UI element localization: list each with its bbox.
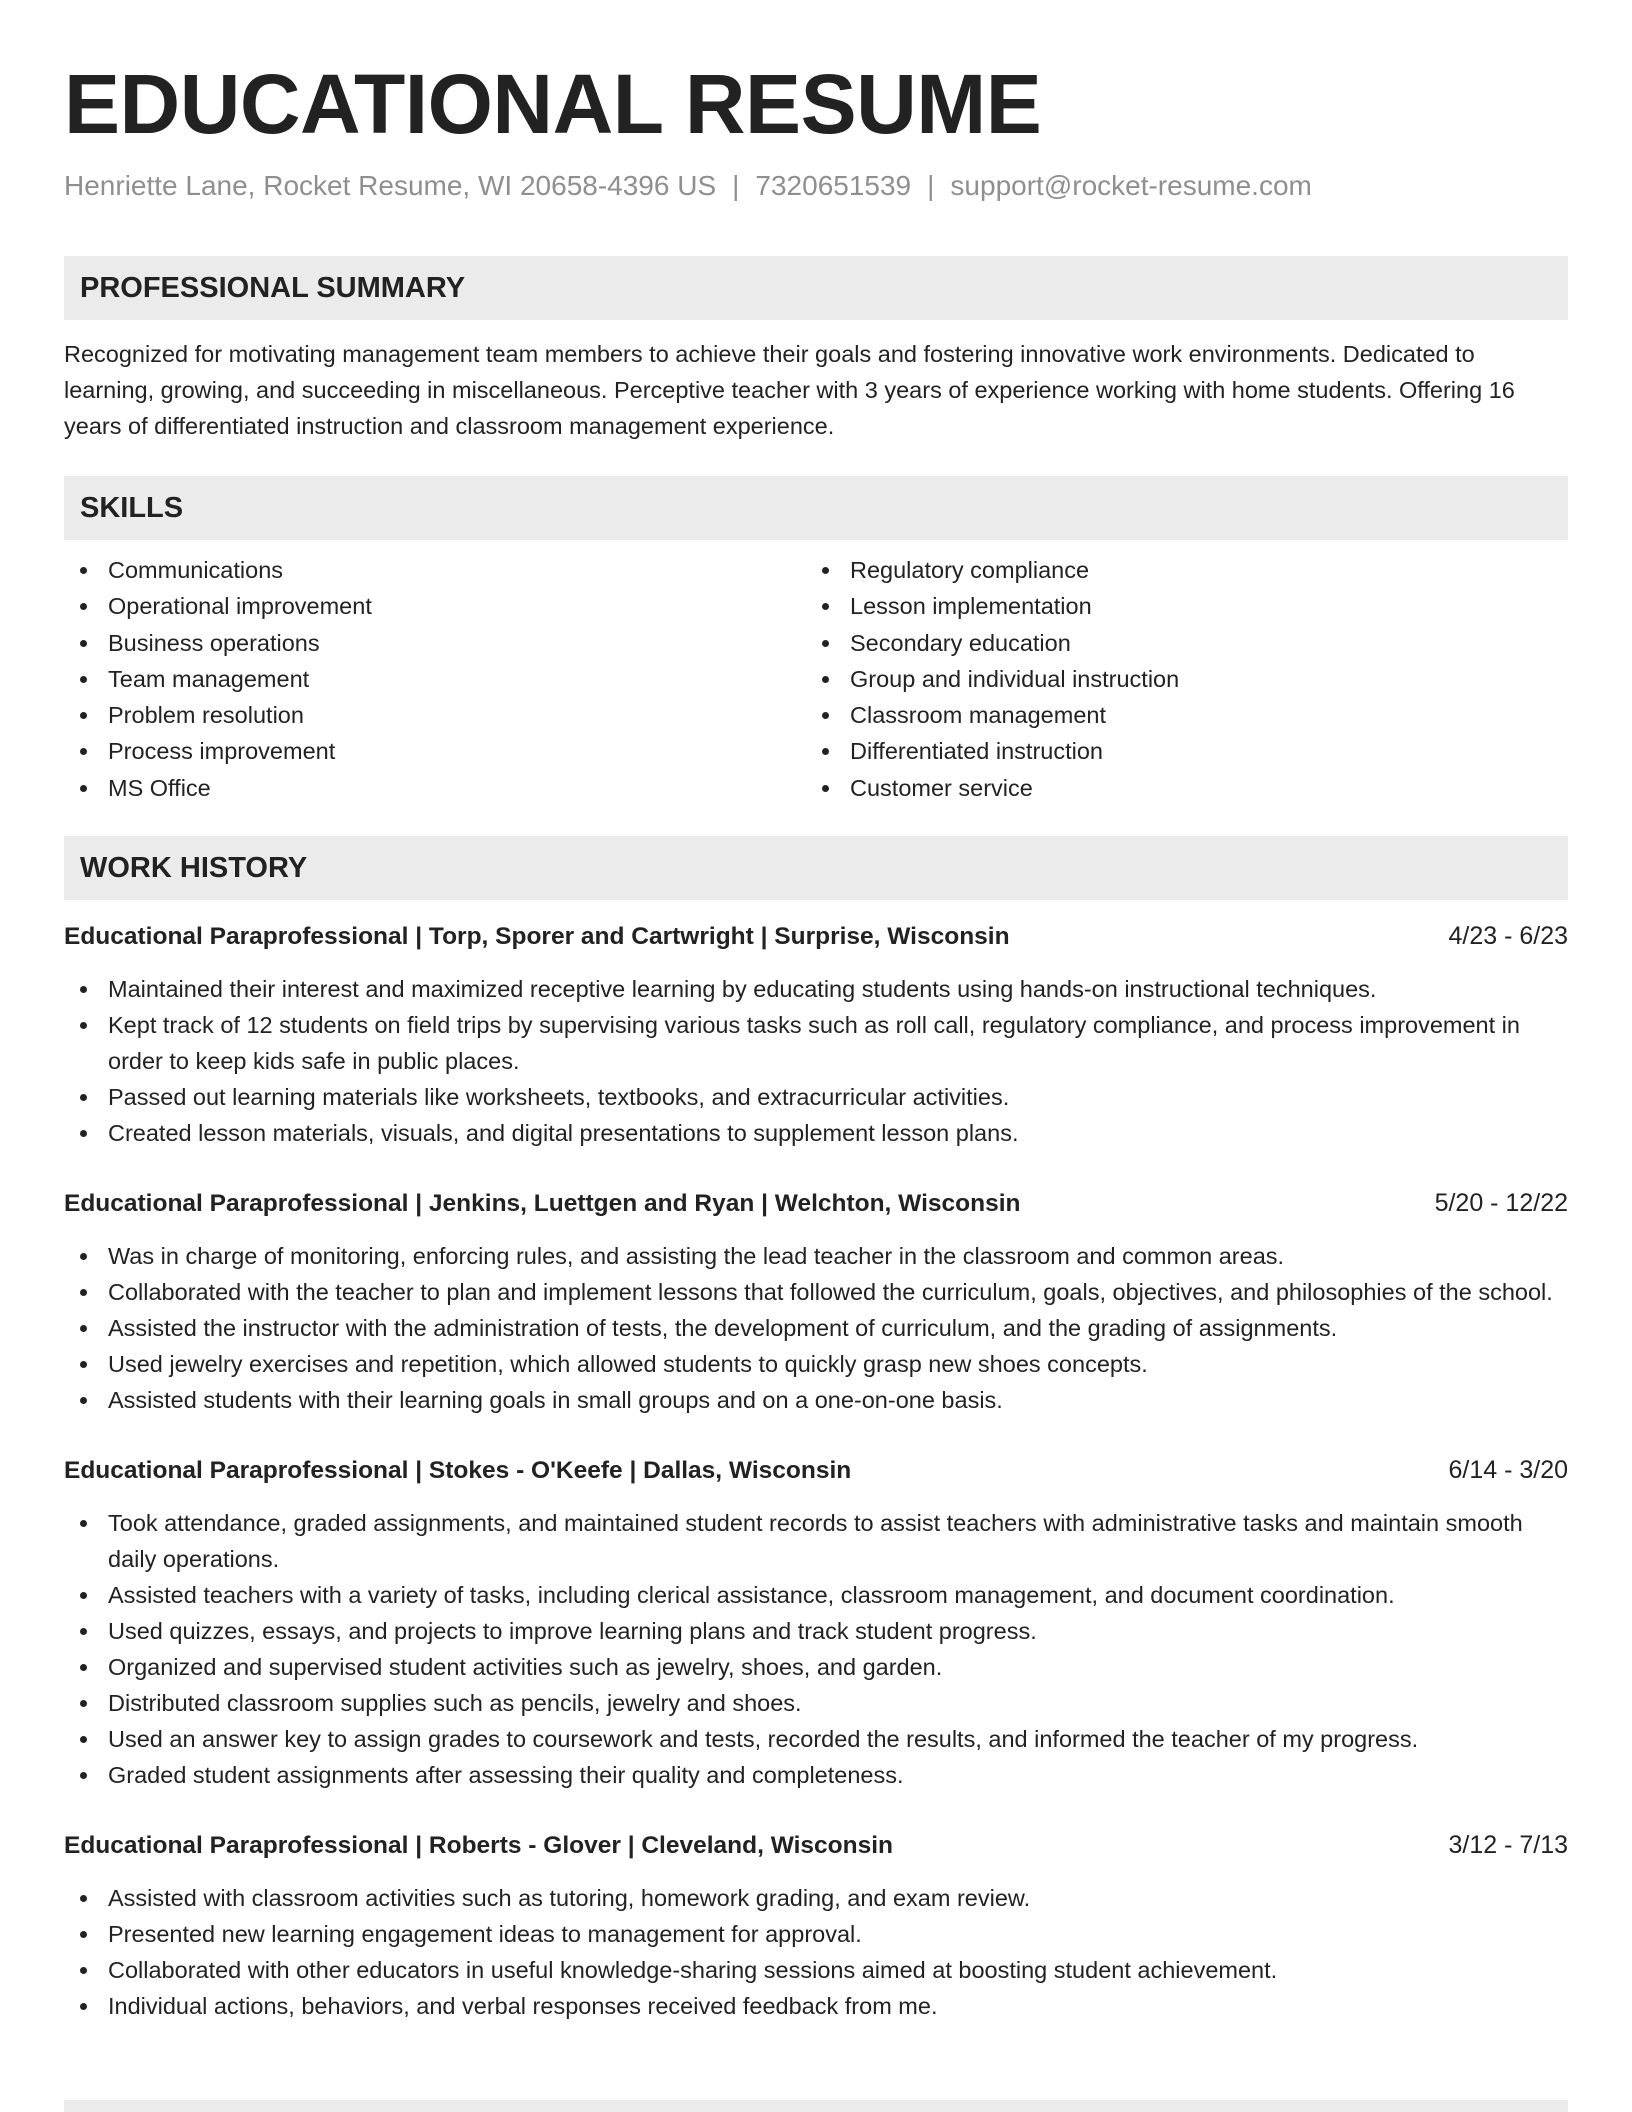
job-title: Educational Paraprofessional | Torp, Sporer and Cartwright | Surprise, Wisconsin bbox=[64, 923, 1010, 951]
job-duties-list bbox=[64, 1880, 1568, 2024]
job-title: Educational Paraprofessional | Stokes - O'Keefe | Dallas, Wisconsin bbox=[64, 1457, 852, 1485]
contact-address: Henriette Lane, Rocket Resume, WI 20658-4396 US bbox=[64, 170, 717, 201]
job-duty-item: Maintained their interest and maximized receptive learning by educating students using hands-on instructional techniques. bbox=[64, 971, 1568, 1007]
resume-page bbox=[64, 56, 1568, 2024]
job-duty-item: Assisted the instructor with the administration of tests, the development of curriculum, and the grading of assignments. bbox=[64, 1310, 1568, 1346]
job-duty-item: Assisted with classroom activities such as tutoring, homework grading, and exam review. bbox=[64, 1880, 1568, 1916]
skills-column-right bbox=[806, 552, 1548, 806]
job-duties-list bbox=[64, 1505, 1568, 1793]
skill-item: Group and individual instruction bbox=[806, 661, 1548, 697]
contact-separator: | bbox=[927, 170, 935, 201]
skills-column-left bbox=[64, 552, 806, 806]
job-duty-item: Distributed classroom supplies such as pencils, jewelry and shoes. bbox=[64, 1685, 1568, 1721]
skill-item: Classroom management bbox=[806, 697, 1548, 733]
skill-item: Lesson implementation bbox=[806, 588, 1548, 624]
job-header bbox=[64, 1452, 1568, 1489]
job-duty-item: Assisted students with their learning goals in small groups and on a one-on-one basis. bbox=[64, 1382, 1568, 1418]
job-dates: 6/14 - 3/20 bbox=[1448, 1456, 1568, 1485]
resume-title: EDUCATIONAL RESUME bbox=[64, 57, 1042, 151]
contact-separator: | bbox=[732, 170, 740, 201]
job-title: Educational Paraprofessional | Jenkins, Luettgen and Ryan | Welchton, Wisconsin bbox=[64, 1190, 1021, 1218]
summary-text: Recognized for motivating management team members to achieve their goals and fostering innovative work environments. Dedicated to learning, growing, and succeeding in miscellaneous. Perceptive teacher with 3 years of experience working with home students. Offering 16 years of differentiated instruction and classroom management experience. bbox=[64, 341, 1515, 439]
skills-list bbox=[64, 552, 1568, 806]
contact-email: support@rocket-resume.com bbox=[950, 170, 1312, 201]
job-duties-list bbox=[64, 971, 1568, 1151]
job-duty-item: Graded student assignments after assessing their quality and completeness. bbox=[64, 1757, 1568, 1793]
job-duty-item: Used an answer key to assign grades to coursework and tests, recorded the results, and informed the teacher of my progress. bbox=[64, 1721, 1568, 1757]
work-history-list bbox=[64, 918, 1568, 2024]
job-dates: 4/23 - 6/23 bbox=[1448, 922, 1568, 951]
skill-item: Communications bbox=[64, 552, 806, 588]
job-duties-list bbox=[64, 1238, 1568, 1418]
job-duty-item: Passed out learning materials like worksheets, textbooks, and extracurricular activities. bbox=[64, 1079, 1568, 1115]
job-duty-item: Individual actions, behaviors, and verbal responses received feedback from me. bbox=[64, 1988, 1568, 2024]
contact-phone: 7320651539 bbox=[755, 170, 912, 201]
skill-item: Secondary education bbox=[806, 625, 1548, 661]
skill-item: Customer service bbox=[806, 770, 1548, 806]
job-header bbox=[64, 1827, 1568, 1864]
work-history-heading: WORK HISTORY bbox=[64, 836, 1568, 900]
job-entry bbox=[64, 1185, 1568, 1418]
skill-item: Differentiated instruction bbox=[806, 733, 1548, 769]
job-entry bbox=[64, 1452, 1568, 1793]
job-duty-item: Created lesson materials, visuals, and digital presentations to supplement lesson plans. bbox=[64, 1115, 1568, 1151]
skill-item: Team management bbox=[64, 661, 806, 697]
job-duty-item: Presented new learning engagement ideas to management for approval. bbox=[64, 1916, 1568, 1952]
next-section-header-edge bbox=[64, 2100, 1568, 2112]
job-duty-item: Organized and supervised student activities such as jewelry, shoes, and garden. bbox=[64, 1649, 1568, 1685]
job-header bbox=[64, 1185, 1568, 1222]
job-duty-item: Collaborated with other educators in useful knowledge-sharing sessions aimed at boosting student achievement. bbox=[64, 1952, 1568, 1988]
skill-item: Process improvement bbox=[64, 733, 806, 769]
skills-heading: SKILLS bbox=[64, 476, 1568, 540]
job-duty-item: Collaborated with the teacher to plan and implement lessons that followed the curriculum, goals, objectives, and philosophies of the school. bbox=[64, 1274, 1568, 1310]
job-duty-item: Assisted teachers with a variety of tasks, including clerical assistance, classroom management, and document coordination. bbox=[64, 1577, 1568, 1613]
job-duty-item: Was in charge of monitoring, enforcing rules, and assisting the lead teacher in the classroom and common areas. bbox=[64, 1238, 1568, 1274]
skill-item: Regulatory compliance bbox=[806, 552, 1548, 588]
job-duty-item: Used jewelry exercises and repetition, which allowed students to quickly grasp new shoes concepts. bbox=[64, 1346, 1568, 1382]
job-entry bbox=[64, 1827, 1568, 2024]
skill-item: Operational improvement bbox=[64, 588, 806, 624]
contact-line bbox=[64, 168, 1568, 204]
job-header bbox=[64, 918, 1568, 955]
job-dates: 3/12 - 7/13 bbox=[1448, 1831, 1568, 1860]
job-duty-item: Used quizzes, essays, and projects to improve learning plans and track student progress. bbox=[64, 1613, 1568, 1649]
job-title: Educational Paraprofessional | Roberts - Glover | Cleveland, Wisconsin bbox=[64, 1832, 894, 1860]
skill-item: Business operations bbox=[64, 625, 806, 661]
summary-heading: PROFESSIONAL SUMMARY bbox=[64, 256, 1568, 320]
job-dates: 5/20 - 12/22 bbox=[1434, 1189, 1568, 1218]
job-entry bbox=[64, 918, 1568, 1151]
skill-item: MS Office bbox=[64, 770, 806, 806]
job-duty-item: Took attendance, graded assignments, and maintained student records to assist teachers with administrative tasks and maintain smooth daily operations. bbox=[64, 1505, 1568, 1577]
job-duty-item: Kept track of 12 students on field trips by supervising various tasks such as roll call, regulatory compliance, and process improvement in order to keep kids safe in public places. bbox=[64, 1007, 1568, 1079]
skill-item: Problem resolution bbox=[64, 697, 806, 733]
